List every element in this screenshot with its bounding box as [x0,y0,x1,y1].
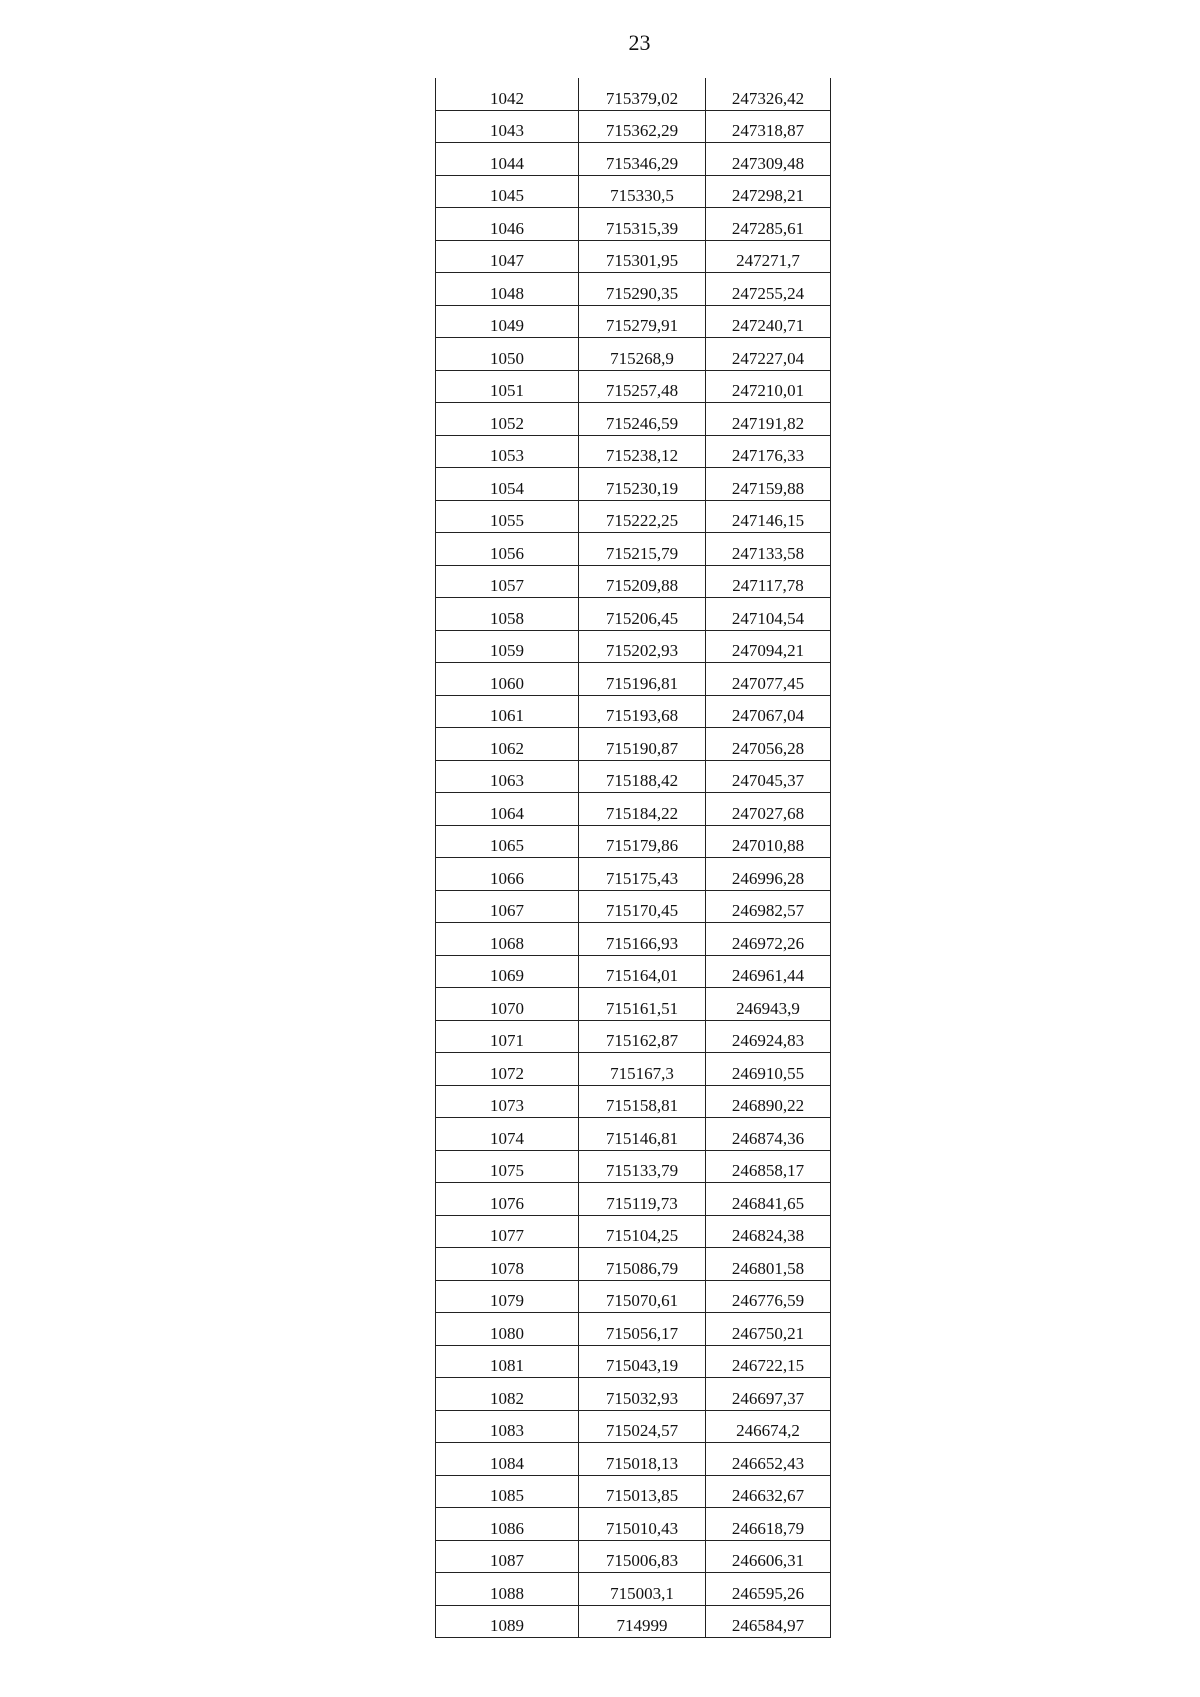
y-coordinate-cell: 247094,21 [706,630,831,663]
table-row [436,435,831,468]
point-number-cell: 1081 [436,1345,579,1378]
y-coordinate-cell: 246606,31 [706,1540,831,1573]
y-coordinate-cell: 247255,24 [706,273,831,306]
y-coordinate-cell: 247298,21 [706,175,831,208]
x-coordinate-cell: 715184,22 [579,793,706,826]
y-coordinate-cell: 246801,58 [706,1248,831,1281]
x-coordinate-cell: 715193,68 [579,695,706,728]
point-number-cell: 1086 [436,1508,579,1541]
table-row [436,1085,831,1118]
table-row [436,338,831,371]
table-row [436,728,831,761]
table-row [436,175,831,208]
x-coordinate-cell: 715175,43 [579,858,706,891]
x-coordinate-cell: 715238,12 [579,435,706,468]
x-coordinate-cell: 715104,25 [579,1215,706,1248]
point-number-cell: 1089 [436,1605,579,1638]
y-coordinate-cell: 247176,33 [706,435,831,468]
point-number-cell: 1044 [436,143,579,176]
y-coordinate-cell: 247133,58 [706,533,831,566]
table-row [436,760,831,793]
point-number-cell: 1053 [436,435,579,468]
y-coordinate-cell: 247326,42 [706,78,831,110]
x-coordinate-cell: 715230,19 [579,468,706,501]
x-coordinate-cell: 715190,87 [579,728,706,761]
x-coordinate-cell: 715166,93 [579,923,706,956]
table-row [436,1248,831,1281]
y-coordinate-cell: 247146,15 [706,500,831,533]
point-number-cell: 1060 [436,663,579,696]
table-row [436,143,831,176]
table-row [436,370,831,403]
point-number-cell: 1047 [436,240,579,273]
table-row [436,955,831,988]
x-coordinate-cell: 715086,79 [579,1248,706,1281]
x-coordinate-cell: 715215,79 [579,533,706,566]
point-number-cell: 1057 [436,565,579,598]
table-row [436,598,831,631]
x-coordinate-cell: 715196,81 [579,663,706,696]
x-coordinate-cell: 715330,5 [579,175,706,208]
y-coordinate-cell: 246982,57 [706,890,831,923]
y-coordinate-cell: 246858,17 [706,1150,831,1183]
point-number-cell: 1064 [436,793,579,826]
point-number-cell: 1087 [436,1540,579,1573]
y-coordinate-cell: 247045,37 [706,760,831,793]
point-number-cell: 1085 [436,1475,579,1508]
point-number-cell: 1080 [436,1313,579,1346]
y-coordinate-cell: 246972,26 [706,923,831,956]
x-coordinate-cell: 715162,87 [579,1020,706,1053]
table-row [436,208,831,241]
x-coordinate-cell: 715301,95 [579,240,706,273]
table-row [436,1183,831,1216]
x-coordinate-cell: 715362,29 [579,110,706,143]
point-number-cell: 1088 [436,1573,579,1606]
x-coordinate-cell: 715161,51 [579,988,706,1021]
table-row [436,1313,831,1346]
table-row [436,1150,831,1183]
y-coordinate-cell: 247210,01 [706,370,831,403]
table-row [436,78,831,110]
x-coordinate-cell: 715268,9 [579,338,706,371]
y-coordinate-cell: 246943,9 [706,988,831,1021]
table-row [436,110,831,143]
point-number-cell: 1073 [436,1085,579,1118]
y-coordinate-cell: 247067,04 [706,695,831,728]
x-coordinate-cell: 715119,73 [579,1183,706,1216]
table-row [436,923,831,956]
table-row [436,1540,831,1573]
y-coordinate-cell: 246841,65 [706,1183,831,1216]
table-row [436,1605,831,1638]
point-number-cell: 1076 [436,1183,579,1216]
y-coordinate-cell: 246910,55 [706,1053,831,1086]
point-number-cell: 1054 [436,468,579,501]
point-number-cell: 1070 [436,988,579,1021]
x-coordinate-cell: 715222,25 [579,500,706,533]
point-number-cell: 1084 [436,1443,579,1476]
x-coordinate-cell: 715257,48 [579,370,706,403]
y-coordinate-cell: 246595,26 [706,1573,831,1606]
y-coordinate-cell: 247309,48 [706,143,831,176]
x-coordinate-cell: 715010,43 [579,1508,706,1541]
y-coordinate-cell: 246824,38 [706,1215,831,1248]
table-row [436,663,831,696]
point-number-cell: 1066 [436,858,579,891]
x-coordinate-cell: 715179,86 [579,825,706,858]
y-coordinate-cell: 247227,04 [706,338,831,371]
table-row [436,988,831,1021]
point-number-cell: 1052 [436,403,579,436]
point-number-cell: 1058 [436,598,579,631]
point-number-cell: 1056 [436,533,579,566]
y-coordinate-cell: 247117,78 [706,565,831,598]
table-row [436,403,831,436]
point-number-cell: 1065 [436,825,579,858]
point-number-cell: 1062 [436,728,579,761]
table-row [436,1020,831,1053]
x-coordinate-cell: 715206,45 [579,598,706,631]
y-coordinate-cell: 246618,79 [706,1508,831,1541]
x-coordinate-cell: 715043,19 [579,1345,706,1378]
table-row [436,1508,831,1541]
table-row [436,240,831,273]
table-row [436,695,831,728]
x-coordinate-cell: 715379,02 [579,78,706,110]
table-row [436,793,831,826]
table-row [436,1573,831,1606]
point-number-cell: 1069 [436,955,579,988]
point-number-cell: 1059 [436,630,579,663]
point-number-cell: 1074 [436,1118,579,1151]
y-coordinate-cell: 246924,83 [706,1020,831,1053]
y-coordinate-cell: 247104,54 [706,598,831,631]
table-row [436,1053,831,1086]
x-coordinate-cell: 715346,29 [579,143,706,176]
point-number-cell: 1067 [436,890,579,923]
x-coordinate-cell: 715170,45 [579,890,706,923]
table-row [436,1475,831,1508]
point-number-cell: 1075 [436,1150,579,1183]
y-coordinate-cell: 246961,44 [706,955,831,988]
y-coordinate-cell: 246674,2 [706,1410,831,1443]
point-number-cell: 1046 [436,208,579,241]
y-coordinate-cell: 247027,68 [706,793,831,826]
point-number-cell: 1048 [436,273,579,306]
point-number-cell: 1055 [436,500,579,533]
x-coordinate-cell: 715018,13 [579,1443,706,1476]
point-number-cell: 1082 [436,1378,579,1411]
y-coordinate-cell: 246776,59 [706,1280,831,1313]
point-number-cell: 1077 [436,1215,579,1248]
y-coordinate-cell: 246697,37 [706,1378,831,1411]
point-number-cell: 1072 [436,1053,579,1086]
y-coordinate-cell: 247056,28 [706,728,831,761]
y-coordinate-cell: 246584,97 [706,1605,831,1638]
point-number-cell: 1078 [436,1248,579,1281]
x-coordinate-cell: 715158,81 [579,1085,706,1118]
x-coordinate-cell: 715167,3 [579,1053,706,1086]
y-coordinate-cell: 246722,15 [706,1345,831,1378]
y-coordinate-cell: 247240,71 [706,305,831,338]
table-row [436,890,831,923]
x-coordinate-cell: 715202,93 [579,630,706,663]
y-coordinate-cell: 247077,45 [706,663,831,696]
point-number-cell: 1045 [436,175,579,208]
table-row [436,468,831,501]
point-number-cell: 1050 [436,338,579,371]
x-coordinate-cell: 715146,81 [579,1118,706,1151]
x-coordinate-cell: 715133,79 [579,1150,706,1183]
x-coordinate-cell: 715246,59 [579,403,706,436]
point-number-cell: 1063 [436,760,579,793]
x-coordinate-cell: 715209,88 [579,565,706,598]
table-row [436,1443,831,1476]
x-coordinate-cell: 715290,35 [579,273,706,306]
table-row [436,1118,831,1151]
y-coordinate-cell: 246874,36 [706,1118,831,1151]
table-row [436,305,831,338]
y-coordinate-cell: 247191,82 [706,403,831,436]
table-row [436,630,831,663]
x-coordinate-cell: 715003,1 [579,1573,706,1606]
point-number-cell: 1079 [436,1280,579,1313]
x-coordinate-cell: 715032,93 [579,1378,706,1411]
y-coordinate-cell: 247159,88 [706,468,831,501]
table-row [436,1345,831,1378]
point-number-cell: 1071 [436,1020,579,1053]
y-coordinate-cell: 246632,67 [706,1475,831,1508]
y-coordinate-cell: 247271,7 [706,240,831,273]
point-number-cell: 1061 [436,695,579,728]
x-coordinate-cell: 715188,42 [579,760,706,793]
table-row [436,1378,831,1411]
table-row [436,565,831,598]
table-row [436,1280,831,1313]
y-coordinate-cell: 246750,21 [706,1313,831,1346]
x-coordinate-cell: 714999 [579,1605,706,1638]
table-row [436,533,831,566]
y-coordinate-cell: 247285,61 [706,208,831,241]
x-coordinate-cell: 715164,01 [579,955,706,988]
point-number-cell: 1068 [436,923,579,956]
x-coordinate-cell: 715056,17 [579,1313,706,1346]
table-row [436,1215,831,1248]
page-number: 23 [628,30,651,55]
x-coordinate-cell: 715070,61 [579,1280,706,1313]
y-coordinate-cell: 247010,88 [706,825,831,858]
y-coordinate-cell: 247318,87 [706,110,831,143]
point-number-cell: 1043 [436,110,579,143]
y-coordinate-cell: 246996,28 [706,858,831,891]
table-row [436,1410,831,1443]
x-coordinate-cell: 715013,85 [579,1475,706,1508]
point-number-cell: 1049 [436,305,579,338]
table-row [436,273,831,306]
y-coordinate-cell: 246890,22 [706,1085,831,1118]
x-coordinate-cell: 715024,57 [579,1410,706,1443]
point-number-cell: 1042 [436,78,579,110]
table-row [436,500,831,533]
table-row [436,825,831,858]
x-coordinate-cell: 715279,91 [579,305,706,338]
x-coordinate-cell: 715315,39 [579,208,706,241]
coordinates-table [435,78,831,1638]
coordinates-table-body [436,78,831,1638]
x-coordinate-cell: 715006,83 [579,1540,706,1573]
table-row [436,858,831,891]
y-coordinate-cell: 246652,43 [706,1443,831,1476]
point-number-cell: 1083 [436,1410,579,1443]
point-number-cell: 1051 [436,370,579,403]
